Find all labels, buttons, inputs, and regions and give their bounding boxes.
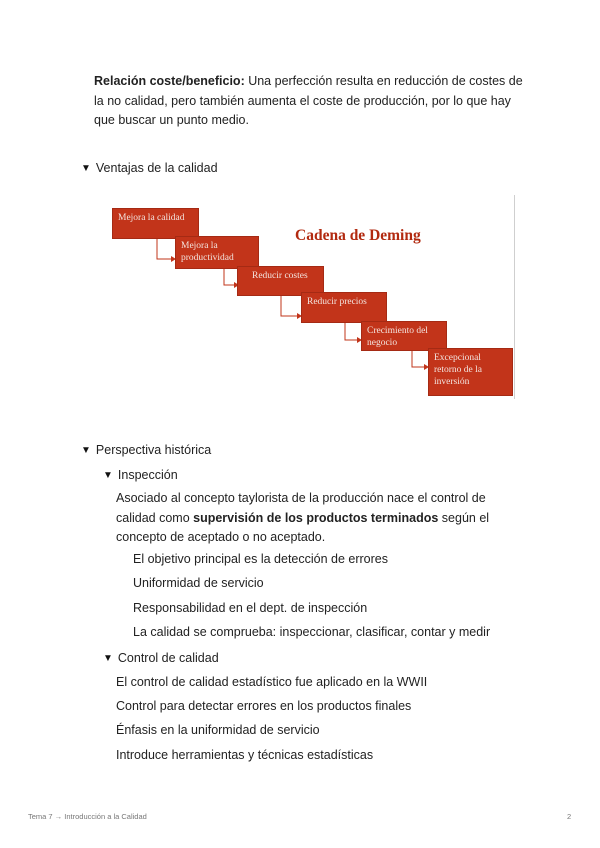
chain-step-3: Reducir costes [237,266,324,296]
toggle-ventajas[interactable] [81,160,218,177]
inspeccion-item: Uniformidad de servicio [133,576,264,590]
control-item: Introduce herramientas y técnicas estadísticas [116,748,374,762]
toggle-perspectiva[interactable] [81,442,211,459]
connector-4 [345,323,357,340]
inspeccion-item: La calidad se comprueba: inspeccionar, clasificar, contar y medir [133,625,491,639]
intro-text: Una perfección resulta en reducción de costes de la no calidad, pero también aumenta el coste de producción, por lo que hay que buscar un punto medio. [94,74,523,127]
triangle-down-icon: ▼ [103,653,113,664]
toggle-control-calidad[interactable] [103,650,219,667]
connector-3 [281,296,297,316]
chain-step-4: Reducir precios [301,292,387,323]
control-item: El control de calidad estadístico fue aplicado en la WWII [116,675,428,689]
diagram-title: Cadena de Deming [295,227,421,244]
page-number: 2 [567,812,572,821]
inspeccion-text-start: Asociado al concepto taylorista de la producción nace el control de calidad como [116,491,486,525]
chain-step-5: Crecimiento del negocio [361,321,447,351]
deming-chain-diagram [109,193,519,399]
toggle-ventajas-label: Ventajas de la calidad [95,161,218,175]
connector-2 [224,269,234,285]
connector-5 [412,351,424,367]
footer-breadcrumb: Tema 7 → Introducción a la Calidad [28,812,147,821]
toggle-control-label: Control de calidad [117,651,219,665]
intro-bold-label: Relación coste/beneficio: [94,74,245,88]
control-item: Control para detectar errores en los productos finales [116,699,412,713]
diagram-divider [514,195,515,399]
toggle-inspeccion[interactable] [103,467,178,484]
chain-step-1: Mejora la calidad [112,208,199,239]
control-item: Énfasis en la uniformidad de servicio [116,723,320,737]
intro-paragraph [94,72,534,131]
inspeccion-text-end: según el concepto de aceptado o no aceptado. [116,510,490,544]
inspeccion-text-bold: supervisión de los productos terminados [193,510,439,525]
triangle-down-icon: ▼ [81,445,91,456]
chain-step-2: Mejora la productividad [175,236,259,269]
toggle-inspeccion-label: Inspección [117,468,178,482]
connector-1 [157,239,171,259]
triangle-down-icon: ▼ [103,470,113,481]
inspeccion-paragraph [116,489,516,548]
inspeccion-item: El objetivo principal es la detección de errores [133,552,388,566]
chain-step-6: Excepcional retorno de la inversión [428,348,513,396]
toggle-perspectiva-label: Perspectiva histórica [95,443,212,457]
triangle-down-icon: ▼ [81,163,91,174]
inspeccion-item: Responsabilidad en el dept. de inspección [133,601,368,615]
